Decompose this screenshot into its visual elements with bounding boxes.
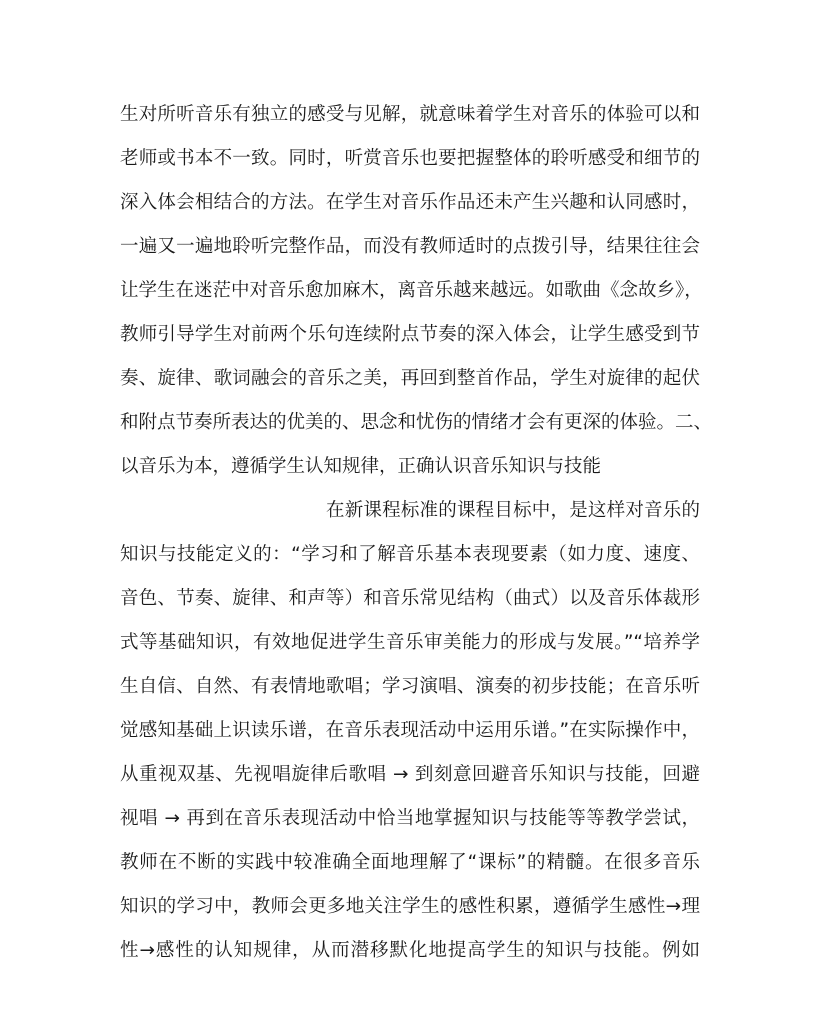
text-line-15: 觉感知基础上识读乐谱，在音乐表现活动中运用乐谱。”在实际操作中，: [120, 720, 700, 741]
text-line-4: 一遍又一遍地聆听完整作品，而没有教师适时的点拨引导，结果往往会: [120, 236, 700, 257]
text-line-3: 深入体会相结合的方法。在学生对音乐作品还未产生兴趣和认同感时，: [120, 192, 700, 213]
text-line-17: 视唱 → 再到在音乐表现活动中恰当地掌握知识与技能等等教学尝试，: [120, 808, 700, 829]
text-line-2: 老师或书本不一致。同时，听赏音乐也要把握整体的聆听感受和细节的: [120, 148, 700, 169]
text-line-12: 音色、节奏、旋律、和声等）和音乐常见结构（曲式）以及音乐体裁形: [120, 588, 700, 609]
text-line-10: 在新课程标准的课程目标中，是这样对音乐的: [326, 500, 700, 521]
text-line-1: 生对所听音乐有独立的感受与见解，就意味着学生对音乐的体验可以和: [120, 104, 700, 125]
text-line-19: 知识的学习中，教师会更多地关注学生的感性积累，遵循学生感性→理: [120, 896, 700, 917]
text-line-20: 性→感性的认知规律，从而潜移默化地提高学生的知识与技能。例如: [120, 940, 700, 961]
text-line-8: 和附点节奏所表达的优美的、思念和忧伤的情绪才会有更深的体验。二、: [120, 412, 713, 433]
section-heading-line: 以音乐为本，遵循学生认知规律，正确认识音乐知识与技能: [120, 456, 602, 477]
text-line-14: 生自信、自然、有表情地歌唱；学习演唱、演奏的初步技能；在音乐听: [120, 676, 700, 697]
text-line-6: 教师引导学生对前两个乐句连续附点节奏的深入体会，让学生感受到节: [120, 324, 700, 345]
text-line-13: 式等基础知识，有效地促进学生音乐审美能力的形成与发展。”“培养学: [120, 632, 700, 653]
text-line-16: 从重视双基、先视唱旋律后歌唱 → 到刻意回避音乐知识与技能，回避: [120, 764, 700, 785]
text-line-7: 奏、旋律、歌词融会的音乐之美，再回到整首作品，学生对旋律的起伏: [120, 368, 700, 389]
text-line-11: 知识与技能定义的：“学习和了解音乐基本表现要素（如力度、速度、: [120, 544, 700, 565]
text-line-18: 教师在不断的实践中较准确全面地理解了“课标”的精髓。在很多音乐: [120, 852, 700, 873]
text-line-5: 让学生在迷茫中对音乐愈加麻木，离音乐越来越远。如歌曲《念故乡》，: [120, 280, 703, 301]
